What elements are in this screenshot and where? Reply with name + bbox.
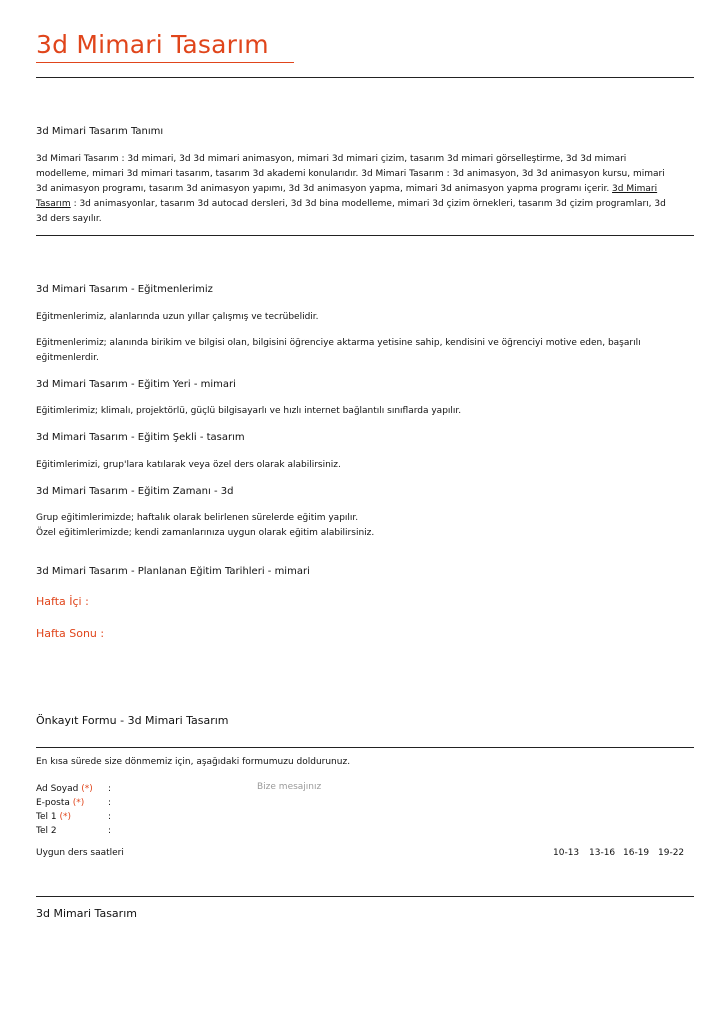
definition-heading: 3d Mimari Tasarım Tanımı xyxy=(36,126,164,137)
required-mark: (*) xyxy=(72,798,85,808)
email-input[interactable] xyxy=(116,796,236,810)
definition-text-span: : 3d animasyonlar, tasarım 3d autocad dersleri, 3d 3d bina modelleme, mimari 3d çizim örnekleri, tasarım 3d çizim programları, 3d xyxy=(70,199,666,209)
definition-text-span: 3d animasyon programı, tasarım 3d animasyon yapımı, 3d 3d animasyon yapma, mimari 3d animasyon yapma programı içerir. xyxy=(36,184,613,194)
format-heading: 3d Mimari Tasarım - Eğitim Şekli - tasarım xyxy=(36,432,245,443)
message-placeholder[interactable]: Bize mesajınız xyxy=(257,782,322,792)
instructors-p2 xyxy=(36,336,696,366)
tel2-colon: : xyxy=(108,826,112,836)
definition-line xyxy=(36,197,696,212)
hour-option[interactable]: 16-19 xyxy=(623,848,650,858)
instructors-p1: Eğitmenlerimiz, alanlarında uzun yıllar çalışmış ve tecrübelidir. xyxy=(36,312,319,322)
timing-line: Grup eğitimlerimizde; haftalık olarak belirlenen sürelerde eğitim yapılır. xyxy=(36,513,359,523)
footer-title: 3d Mimari Tasarım xyxy=(36,907,137,920)
title-underline xyxy=(36,62,294,63)
email-label: E-posta xyxy=(36,798,70,808)
name-input[interactable] xyxy=(116,782,236,796)
tel1-colon: : xyxy=(108,812,112,822)
divider xyxy=(36,896,694,897)
instructors-p2-line: Eğitmenlerimiz; alanında birikim ve bilgisi olan, bilgisini öğrenciye aktarma yetisine sahip, kendisini ve öğrenciyi motive eden, başarılı xyxy=(36,338,641,348)
weekdays-label: Hafta İçi : xyxy=(36,595,89,608)
divider xyxy=(36,747,694,748)
form-intro: En kısa sürede size dönmemiz için, aşağıdaki formumuzu doldurunuz. xyxy=(36,757,351,767)
required-mark: (*) xyxy=(59,812,71,822)
tel2-input[interactable] xyxy=(116,824,236,838)
definition-link[interactable]: 3d Mimari xyxy=(612,184,658,194)
tel1-label: Tel 1 xyxy=(36,812,57,822)
required-mark: (*) xyxy=(81,784,93,794)
tel1-input[interactable] xyxy=(116,810,236,824)
tel2-field-label xyxy=(36,826,57,836)
hour-option[interactable]: 13-16 xyxy=(589,848,616,858)
schedule-heading: 3d Mimari Tasarım - Planlanan Eğitim Tarihleri - mimari xyxy=(36,566,310,577)
email-colon: : xyxy=(108,798,112,808)
name-field-label xyxy=(36,784,93,794)
timing-heading: 3d Mimari Tasarım - Eğitim Zamanı - 3d xyxy=(36,486,234,497)
format-text: Eğitimlerimizi, grup'lara katılarak veya özel ders olarak alabilirsiniz. xyxy=(36,460,341,470)
tel2-label: Tel 2 xyxy=(36,826,57,836)
page-title: 3d Mimari Tasarım xyxy=(36,30,269,59)
timing-line: Özel eğitimlerimizde; kendi zamanlarınıza uygun olarak eğitim alabilirsiniz. xyxy=(36,528,375,538)
location-heading: 3d Mimari Tasarım - Eğitim Yeri - mimari xyxy=(36,379,236,390)
definition-line xyxy=(36,182,696,197)
tel1-field-label xyxy=(36,812,71,822)
definition-link[interactable]: Tasarım xyxy=(36,199,71,209)
form-heading: Önkayıt Formu - 3d Mimari Tasarım xyxy=(36,714,229,727)
instructors-heading: 3d Mimari Tasarım - Eğitmenlerimiz xyxy=(36,284,213,295)
definition-line: modelleme, mimari 3d mimari tasarım, tasarım 3d akademi konularıdır. 3d Mimari Tasarım : 3d animasyon, 3d 3d animasyon kursu, mimari xyxy=(36,169,665,179)
instructors-p2-line: eğitmenlerdir. xyxy=(36,353,99,363)
email-field-label xyxy=(36,798,84,808)
hour-option[interactable]: 19-22 xyxy=(658,848,685,858)
name-label: Ad Soyad xyxy=(36,784,79,794)
definition-line: 3d ders sayılır. xyxy=(36,214,102,224)
hours-label: Uygun ders saatleri xyxy=(36,848,124,858)
definition-text xyxy=(36,152,696,227)
location-text: Eğitimlerimiz; klimalı, projektörlü, güçlü bilgisayarlı ve hızlı internet bağlantılı sınıflarda yapılır. xyxy=(36,406,462,416)
timing-text xyxy=(36,511,696,541)
definition-line: 3d Mimari Tasarım : 3d mimari, 3d 3d mimari animasyon, mimari 3d mimari çizim, tasarım 3d mimari görselleştirme, 3d 3d mimari xyxy=(36,154,627,164)
hour-option[interactable]: 10-13 xyxy=(553,848,580,858)
divider xyxy=(36,77,694,78)
name-colon: : xyxy=(108,784,112,794)
weekend-label: Hafta Sonu : xyxy=(36,627,105,640)
divider xyxy=(36,235,694,236)
